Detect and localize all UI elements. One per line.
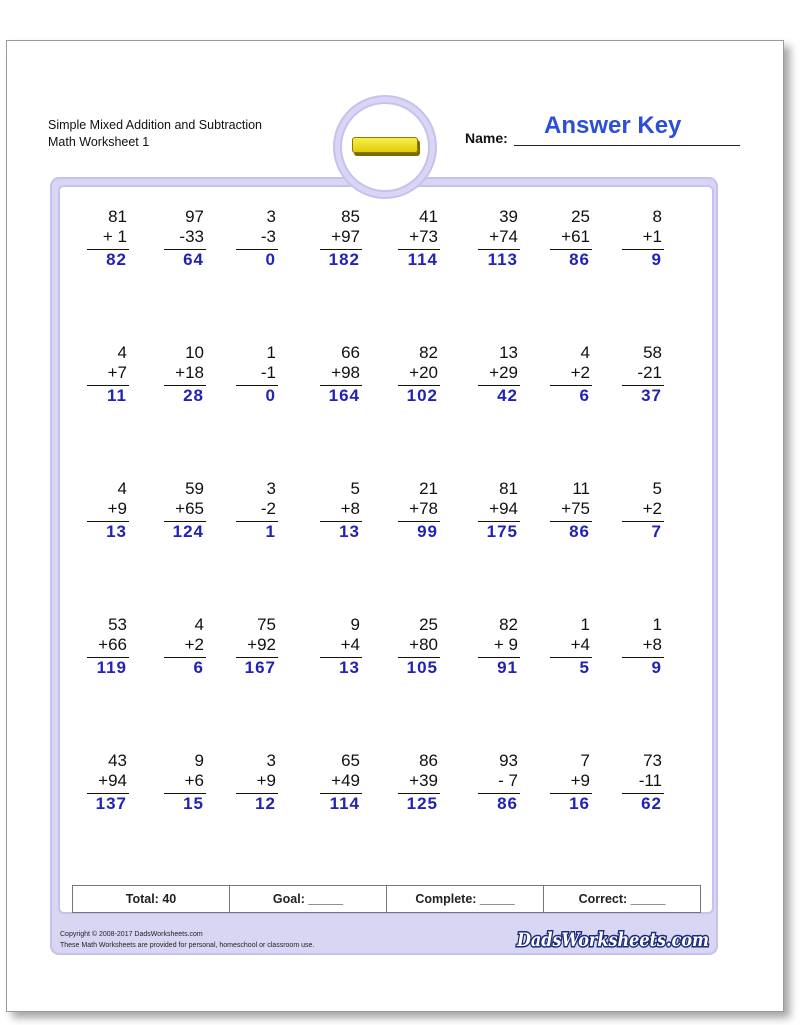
problem	[83, 207, 131, 273]
problem-bottom-number: +7	[107, 363, 127, 382]
problem-top-number: 82	[419, 343, 438, 362]
problem-bottom-number: -33	[179, 227, 204, 246]
problem	[618, 479, 666, 545]
problem	[394, 751, 442, 817]
problem-bottom-number: +92	[247, 635, 276, 654]
problem-answer: 86	[497, 794, 518, 813]
problem-top-number: 93	[499, 751, 518, 770]
problem-answer: 137	[95, 794, 127, 813]
problem-top-number: 9	[194, 751, 204, 770]
problem-bottom-number: +94	[98, 771, 127, 790]
problem-bottom-number: +2	[184, 635, 204, 654]
problem-top-number: 5	[350, 479, 360, 498]
problem-top-number: 97	[185, 207, 204, 226]
problem-top-number: 1	[580, 615, 590, 634]
problem-answer: 91	[497, 658, 518, 677]
problem-bottom-number: -3	[260, 227, 276, 246]
problem	[232, 615, 280, 681]
problem	[316, 615, 364, 681]
problem-top-number: 11	[572, 479, 590, 498]
problem	[316, 207, 364, 273]
problem-answer: 125	[406, 794, 438, 813]
copyright-line-2: These Math Worksheets are provided for personal, homeschool or classroom use.	[60, 942, 315, 949]
problem-top-number: 82	[499, 615, 518, 634]
worksheet-title	[48, 117, 262, 151]
problem-answer: 9	[651, 250, 662, 269]
problem-top-number: 81	[108, 207, 127, 226]
problem-bottom-number: +94	[489, 499, 518, 518]
problem-top-number: 59	[185, 479, 204, 498]
problem-answer: 86	[569, 250, 590, 269]
problem-top-number: 21	[419, 479, 438, 498]
problem-answer: 86	[569, 522, 590, 541]
problem-answer: 105	[406, 658, 438, 677]
problem	[546, 207, 594, 273]
problem	[83, 343, 131, 409]
problem-bottom-number: -2	[260, 499, 276, 518]
problem-top-number: 4	[117, 343, 127, 362]
problem-top-number: 66	[341, 343, 360, 362]
problem-top-number: 75	[257, 615, 276, 634]
problem-bottom-number: +65	[175, 499, 204, 518]
problem-bottom-number: +9	[570, 771, 590, 790]
problem	[394, 343, 442, 409]
problem-top-number: 5	[652, 479, 662, 498]
problem-top-number: 53	[108, 615, 127, 634]
problem	[160, 343, 208, 409]
problem-top-number: 4	[194, 615, 204, 634]
problem-answer: 167	[244, 658, 276, 677]
problem-answer: 7	[651, 522, 662, 541]
problem	[160, 207, 208, 273]
problem-answer: 99	[417, 522, 438, 541]
problem-answer: 11	[107, 386, 127, 405]
problem-bottom-number: +18	[175, 363, 204, 382]
problem-answer: 114	[407, 250, 438, 269]
problem-top-number: 4	[117, 479, 127, 498]
problem-answer: 124	[172, 522, 204, 541]
problem-top-number: 65	[341, 751, 360, 770]
problem-top-number: 25	[571, 207, 590, 226]
problem-answer: 9	[651, 658, 662, 677]
problem-answer: 114	[329, 794, 360, 813]
problem	[394, 615, 442, 681]
name-underline	[514, 145, 740, 146]
problem	[316, 479, 364, 545]
problem-top-number: 41	[419, 207, 438, 226]
problem	[618, 615, 666, 681]
problem-top-number: 13	[499, 343, 518, 362]
problem-bottom-number: +49	[331, 771, 360, 790]
problem-bottom-number: -21	[637, 363, 662, 382]
problem-bottom-number: + 9	[493, 635, 518, 654]
problem	[546, 479, 594, 545]
problem-answer: 37	[641, 386, 662, 405]
problem-top-number: 1	[266, 343, 276, 362]
name-value: Answer Key	[544, 112, 682, 139]
problem-top-number: 81	[499, 479, 518, 498]
minus-sign-icon	[352, 137, 418, 153]
problem-bottom-number: +6	[184, 771, 204, 790]
problem-bottom-number: +1	[642, 227, 662, 246]
problem	[546, 751, 594, 817]
correct-cell: Correct: _____	[578, 892, 666, 906]
logo-text: DadsWorksheets.com	[516, 929, 709, 951]
problem-bottom-number: +61	[561, 227, 590, 246]
problem-top-number: 39	[499, 207, 518, 226]
problem-top-number: 7	[580, 751, 590, 770]
problem-answer: 15	[183, 794, 204, 813]
problem-top-number: 3	[266, 207, 276, 226]
problem-top-number: 4	[580, 343, 590, 362]
problem-bottom-number: +9	[107, 499, 127, 518]
problem-bottom-number: +4	[570, 635, 590, 654]
problem-answer: 0	[265, 386, 276, 405]
problem-bottom-number: +74	[489, 227, 518, 246]
problem	[474, 479, 522, 545]
total-cell: Total: 40	[73, 886, 230, 912]
problem-answer: 13	[339, 658, 360, 677]
problem	[394, 479, 442, 545]
problem-bottom-number: +20	[409, 363, 438, 382]
problem-answer: 64	[183, 250, 204, 269]
problem	[394, 207, 442, 273]
problem-bottom-number: +2	[642, 499, 662, 518]
problem	[316, 343, 364, 409]
problem-bottom-number: + 1	[102, 227, 127, 246]
problem	[316, 751, 364, 817]
problem-bottom-number: +97	[331, 227, 360, 246]
goal-cell: Goal: _____	[230, 886, 387, 912]
problem	[474, 343, 522, 409]
problem-bottom-number: +9	[256, 771, 276, 790]
problem-answer: 16	[569, 794, 590, 813]
problem	[83, 479, 131, 545]
title-line-1: Simple Mixed Addition and Subtraction	[48, 118, 263, 132]
problem-bottom-number: +29	[489, 363, 518, 382]
problem-bottom-number: +66	[98, 635, 127, 654]
problem-top-number: 9	[350, 615, 360, 634]
problem-top-number: 3	[266, 479, 276, 498]
problems-panel	[50, 177, 718, 955]
problem	[232, 343, 280, 409]
problem	[546, 615, 594, 681]
problem	[474, 615, 522, 681]
problem	[474, 207, 522, 273]
problem-answer: 6	[579, 386, 590, 405]
problem-bottom-number: -11	[638, 771, 662, 790]
problem	[232, 479, 280, 545]
problem-bottom-number: +39	[409, 771, 438, 790]
problem-bottom-number: +8	[340, 499, 360, 518]
problem-answer: 102	[406, 386, 438, 405]
score-bar	[72, 885, 701, 913]
problem-answer: 13	[339, 522, 360, 541]
problem-bottom-number: +75	[561, 499, 590, 518]
problem-bottom-number: +73	[409, 227, 438, 246]
problem	[83, 615, 131, 681]
problem-answer: 1	[265, 522, 276, 541]
problem	[618, 207, 666, 273]
problem-answer: 6	[193, 658, 204, 677]
dadsworksheets-logo	[512, 922, 712, 952]
problem-bottom-number: +78	[409, 499, 438, 518]
problem-top-number: 43	[108, 751, 127, 770]
problem	[618, 751, 666, 817]
problem	[160, 615, 208, 681]
problem-top-number: 85	[341, 207, 360, 226]
problem-bottom-number: - 7	[498, 771, 518, 790]
problem-top-number: 1	[652, 615, 662, 634]
problem	[232, 751, 280, 817]
copyright-notice	[60, 929, 314, 951]
problem-answer: 175	[486, 522, 518, 541]
problem	[160, 751, 208, 817]
problem-top-number: 86	[419, 751, 438, 770]
complete-cell: Complete: _____	[387, 886, 544, 912]
problem-top-number: 25	[419, 615, 438, 634]
problem-answer: 182	[328, 250, 360, 269]
problem	[83, 751, 131, 817]
problems-area	[58, 185, 714, 914]
problem-top-number: 8	[652, 207, 662, 226]
problem	[546, 343, 594, 409]
problem-answer: 12	[255, 794, 276, 813]
problem-answer: 164	[328, 386, 360, 405]
problem-answer: 13	[106, 522, 127, 541]
problem-top-number: 10	[185, 343, 204, 362]
problem-answer: 0	[265, 250, 276, 269]
name-label: Name:	[465, 130, 508, 146]
problem-answer: 62	[641, 794, 662, 813]
problem-bottom-number: +2	[570, 363, 590, 382]
problem	[160, 479, 208, 545]
problem-bottom-number: +80	[409, 635, 438, 654]
problem-bottom-number: +4	[340, 635, 360, 654]
problem-answer: 82	[106, 250, 127, 269]
problem-top-number: 58	[643, 343, 662, 362]
problem-top-number: 3	[266, 751, 276, 770]
problem	[232, 207, 280, 273]
title-line-2: Math Worksheet 1	[48, 135, 150, 149]
problem-bottom-number: +98	[331, 363, 360, 382]
problem-answer: 113	[487, 250, 518, 269]
problem	[474, 751, 522, 817]
problem-top-number: 73	[643, 751, 662, 770]
problem-answer: 5	[579, 658, 590, 677]
problem-answer: 28	[183, 386, 204, 405]
problem-answer: 119	[96, 658, 127, 677]
copyright-line-1: Copyright © 2008-2017 DadsWorksheets.com	[60, 931, 203, 938]
problem	[618, 343, 666, 409]
problem-bottom-number: -1	[260, 363, 276, 382]
problem-bottom-number: +8	[642, 635, 662, 654]
problem-answer: 42	[497, 386, 518, 405]
